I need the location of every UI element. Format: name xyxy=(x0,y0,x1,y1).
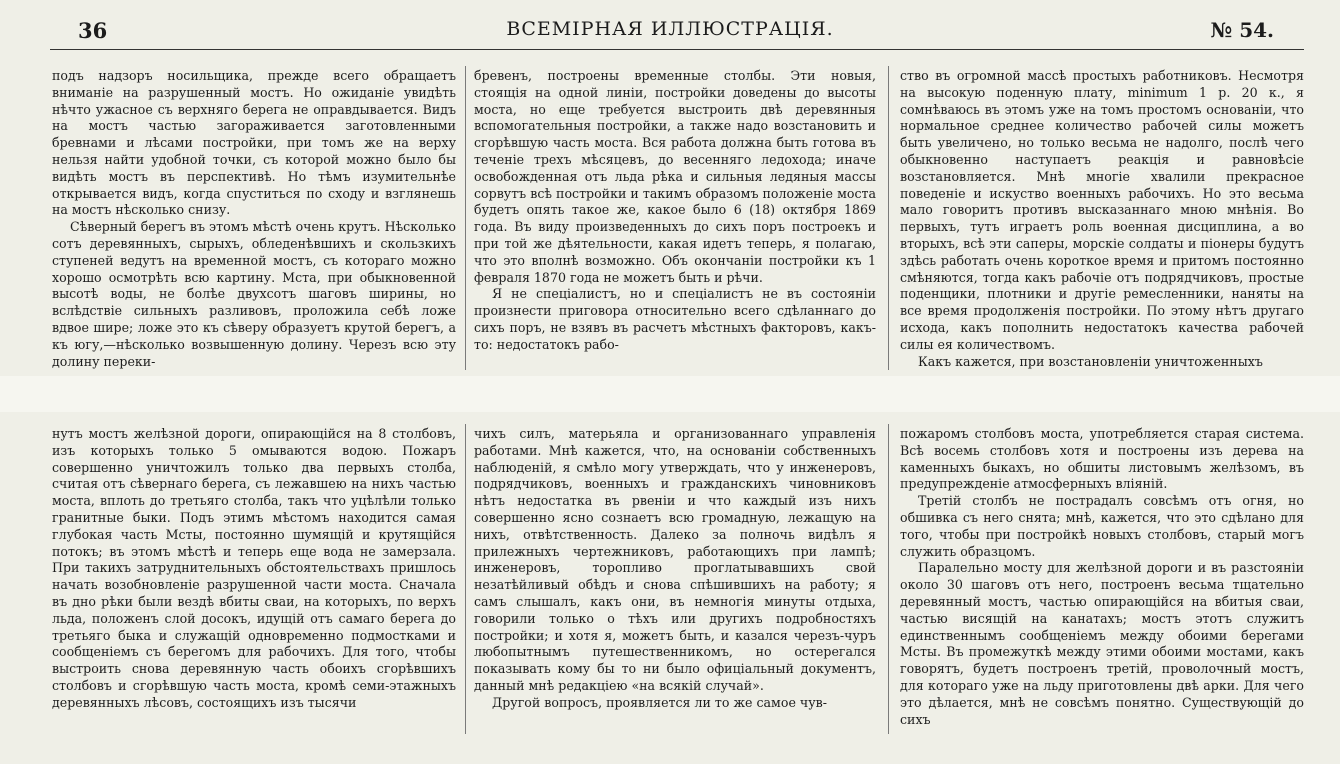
paragraph: бревенъ, построены временные столбы. Эти новыя, стоящiя на одной линiи, постройки доведены до высоты моста, но еще требуется выстроить двѣ деревянныя вспомогательныя постройки, а также надо возстановить и сгорѣвшую часть моста. Вся работа должна быть готова въ теченiе трехъ мѣсяцевъ, до весенняго ледохода; иначе освобожденная отъ льда рѣка и сильныя ледяныя массы сорвутъ всѣ постройки и такимъ образомъ положенiе моста будетъ опять такое же, какое было 6 (18) октября 1869 года. Въ виду произведенныхъ до сихъ поръ построекъ и при той же дѣятельности, какая идетъ теперь, я полагаю, что это вполнѣ возможно. Объ окончанiи постройки къ 1 февраля 1870 года не можетъ быть и рѣчи. xyxy=(474,68,876,285)
paragraph: пожаромъ столбовъ моста, употребляется старая система. Всѣ восемь столбовъ хотя и построены изъ дерева на каменныхъ быкахъ, но обшиты листовымъ желѣзомъ, въ предупрежденiе атмосферныхъ влiянiй. xyxy=(900,426,1304,492)
paragraph: чихъ силъ, матерьяла и организованнаго управленiя работами. Мнѣ кажется, что, на основанiи собственныхъ наблюденiй, я смѣло могу утверждать, что у инженеровъ, подрядчиковъ, военныхъ и гражданскихъ чиновниковъ нѣтъ недостатка въ рвенiи и что каждый изъ нихъ совершенно ясно сознаетъ всю громадную, лежащую на нихъ, отвѣтственность. Далеко за полночь видѣлъ я прилежныхъ чертежниковъ, работающихъ при лампѣ; инженеровъ, торопливо проглатывавшихъ свой незатѣйливый обѣдъ и снова спѣшившихъ на работу; я самъ слышалъ, какъ они, въ немногiя минуты отдыха, говорили только о тѣхъ или другихъ подробностяхъ постройки; и хотя я, можетъ быть, и казался черезъ-чуръ любопытнымъ путешественникомъ, но остерегался показывать кому бы то ни было офицiальный документъ, данный мнѣ редакцiею «на всякiй случай». xyxy=(474,426,876,693)
paragraph: Я не спецiалистъ, но и спецiалистъ не въ состоянiи произнести приговора относительно всего сдѣланнаго до сихъ поръ, не взявъ въ расчетъ мѣстныхъ факторовъ, какъ-то: недостатокъ рабо- xyxy=(474,286,876,352)
paragraph: ство въ огромной массѣ простыхъ работниковъ. Несмотря на высокую поденную плату, minimum 1 р. 20 к., я сомнѣваюсь въ этомъ уже на томъ простомъ основанiи, что нормальное среднее количество рабочей силы можетъ быть увеличено, но только весьма не надолго, послѣ чего обыкновенно наступаетъ реакцiя и равновѣсiе возстановляется. Мнѣ многiе хвалили прекрасное поведенiе и искуство военныхъ рабочихъ. Но это весьма мало говоритъ противъ высказаннаго мною мнѣнiя. Во первыхъ, тутъ играетъ роль военная дисциплина, а во вторыхъ, всѣ эти саперы, морскiе солдаты и пiонеры будутъ здѣсь работать очень короткое время и притомъ постоянно смѣняются, тогда какъ рабочiе отъ подрядчиковъ, простые поденщики, плотники и другiе ремесленники, наняты на все время продолженiя постройки. По этому нѣтъ другаго исхода, какъ пополнить недостатокъ качества рабочей силы ея количествомъ. xyxy=(900,68,1304,352)
issue-number: № 54. xyxy=(1210,18,1274,42)
page-number: 36 xyxy=(78,18,108,43)
bottom-column-1 xyxy=(52,426,456,712)
column-rule xyxy=(465,66,466,370)
header-rule xyxy=(50,49,1304,50)
paragraph: Другой вопросъ, проявляется ли то же самое чув- xyxy=(492,694,827,710)
top-column-2 xyxy=(474,68,876,354)
page-header xyxy=(0,0,1340,52)
paragraph: Паралельно мосту для желѣзной дороги и въ разстоянiи около 30 шаговъ отъ него, построенъ весьма тщательно деревянный мостъ, частью опирающiйся на вбитыя сваи, частью висящiй на канатахъ; мостъ этотъ служитъ единственнымъ сообщенiемъ между обоими берегами Мсты. Въ промежуткѣ между этими обоими мостами, какъ говорятъ, будетъ построенъ третiй, проволочный мостъ, для котораго уже на льду приготовлены двѣ арки. Для чего это дѣлается, мнѣ не совсѣмъ понятно. Существующiй до сихъ xyxy=(900,560,1304,727)
bottom-column-2 xyxy=(474,426,876,712)
paragraph: Сѣверный берегъ въ этомъ мѣстѣ очень крутъ. Нѣсколько сотъ деревянныхъ, сырыхъ, обледенѣвшихъ и скользкихъ ступеней ведутъ на временной мостъ, съ котораго можно хорошо осмотрѣть всю картину. Мста, при обыкновенной высотѣ воды, не болѣе двухсотъ шаговъ ширины, но вслѣдствiе сильныхъ разливовъ, проложила себѣ ложе вдвое шире; ложе это къ сѣверу образуетъ крутой берегъ, а къ югу,—нѣсколько возвышенную долину. Черезъ всю эту долину переки- xyxy=(52,219,456,369)
paragraph: Третiй столбъ не пострадалъ совсѣмъ отъ огня, но обшивка съ него снята; мнѣ, кажется, что это сдѣлано для того, чтобы при постройкѣ новыхъ столбовъ, старый могъ служить образцомъ. xyxy=(900,493,1304,559)
top-column-3 xyxy=(900,68,1304,370)
paragraph: подъ надзоръ носильщика, прежде всего обращаетъ вниманiе на разрушенный мостъ. Но ожиданiе увидѣть нѣчто ужасное съ верхняго берега не оправдывается. Видъ на мостъ частью загораживается заготовленными бревнами и лѣсами постройки, при томъ же на верху нельзя найти удобной точки, съ которой можно было бы видѣть мостъ въ перспективѣ. Но тѣмъ изумительнѣе открывается видъ, когда спуститься по сходу и взглянешь на мостъ нѣсколько снизу. xyxy=(52,68,456,218)
column-rule xyxy=(465,424,466,734)
column-rule xyxy=(888,66,889,370)
paragraph: нутъ мостъ желѣзной дороги, опирающiйся на 8 столбовъ, изъ которыхъ только 5 омываются водою. Пожаръ совершенно уничтожилъ только два первыхъ столба, считая отъ сѣвернаго берега, съ лежавшею на нихъ частью моста, вплоть до третьяго столба, такъ что уцѣлѣли только гранитные быки. Подъ этимъ мѣстомъ находится самая глубокая часть Мсты, постоянно шумящiй и крутящiйся потокъ; въ этомъ мѣстѣ и теперь еще вода не замерзала. При такихъ затруднительныхъ обстоятельствахъ пришлось начать возобновленiе разрушенной части моста. Сначала въ дно рѣки были вездѣ вбиты сваи, на которыхъ, по верхъ льда, положенъ слой досокъ, идущiй отъ самаго берега до третьяго быка и служащiй одновременно подмостками и сообщенiемъ съ берегомъ для рабочихъ. Для того, чтобы выстроить снова деревянную часть обоихъ сгорѣвшихъ столбовъ и сгорѣвшую часть моста, кромѣ семи-этажныхъ деревянныхъ лѣсовъ, состоящихъ изъ тысячи xyxy=(52,426,456,710)
column-rule xyxy=(888,424,889,734)
paragraph: Какъ кажется, при возстановленiи уничтоженныхъ xyxy=(918,353,1263,369)
scan-gap xyxy=(0,376,1340,412)
journal-title: ВСЕМIРНАЯ ИЛЛЮСТРАЦIЯ. xyxy=(506,18,834,40)
top-column-1 xyxy=(52,68,456,370)
bottom-column-3 xyxy=(900,426,1304,728)
